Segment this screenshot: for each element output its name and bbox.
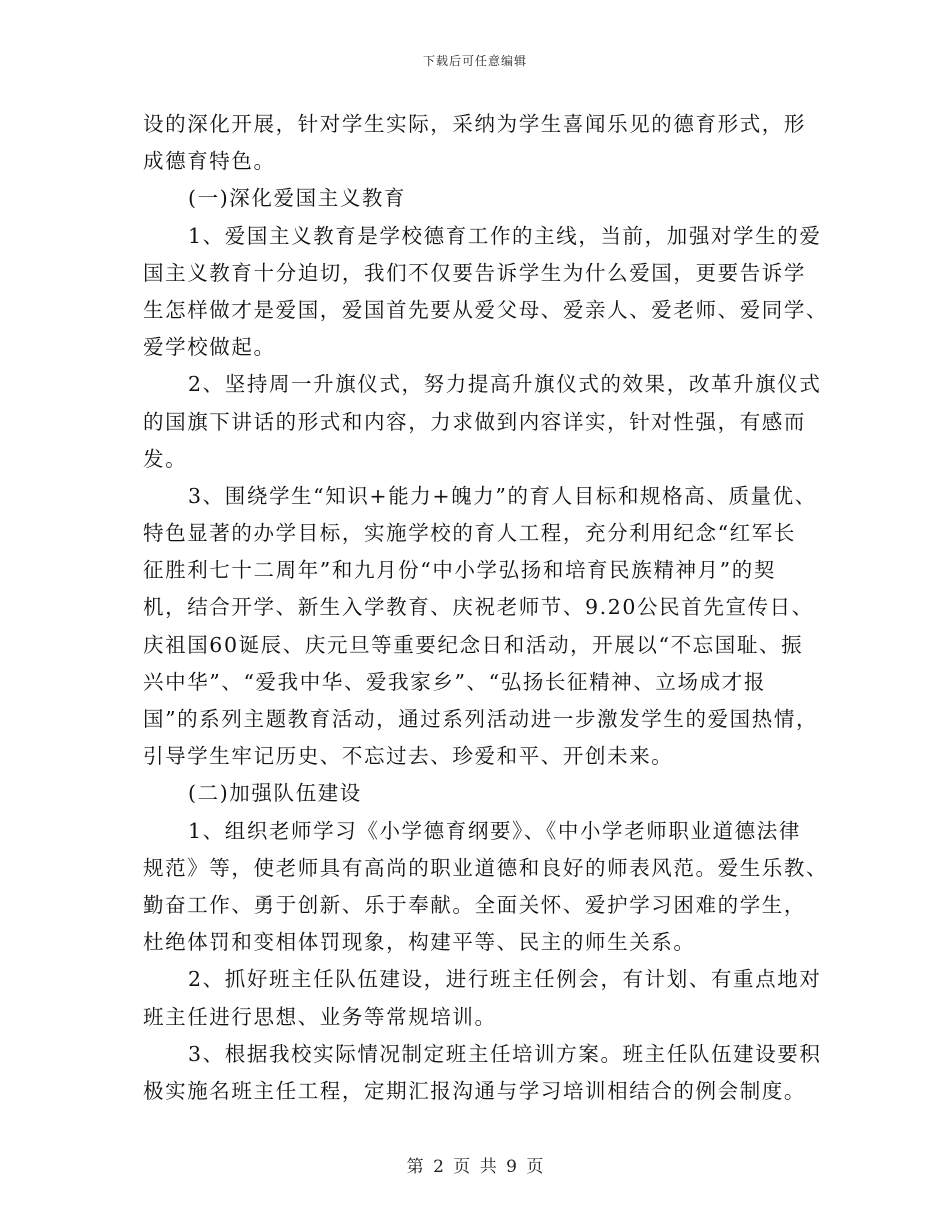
body-line: 引导学生牢记历史、不忘过去、珍爱和平、开创未来。 (143, 744, 674, 769)
body-line: 发。 (143, 446, 188, 471)
body-line: 规范》等，使老师具有高尚的职业道德和良好的师表风范。爱生乐教、 (143, 855, 829, 880)
body-line: 生怎样做才是爱国，爱国首先要从爱父母、爱亲人、爱老师、爱同学、 (143, 297, 829, 322)
body-line: 3、根据我校实际情况制定班主任培训方案。班主任队伍建设要积 (188, 1041, 822, 1066)
body-line: 国”的系列主题教育活动，通过系列活动进一步激发学生的爱国热情， (143, 707, 819, 731)
body-line: 爱学校做起。 (143, 335, 276, 360)
body-line: 1、组织老师学习《小学德育纲要》、《中小学老师职业道德法律 (188, 818, 801, 843)
body-line: 杜绝体罚和变相体罚现象，构建平等、民主的师生关系。 (143, 930, 696, 955)
body-line: 勤奋工作、勇于创新、乐于奉献。全面关怀、爱护学习困难的学生， (143, 892, 806, 917)
body-line: 1、爱国主义教育是学校德育工作的主线，当前，加强对学生的爱 (188, 223, 822, 248)
body-line: 3、围绕学生“知识+能力+魄力”的育人目标和规格高、质量优、 (188, 483, 817, 508)
body-line: 国主义教育十分迫切，我们不仅要告诉学生为什么爱国，更要告诉学 (143, 260, 806, 285)
body-line: 兴中华”、“爱我中华、爱我家乡”、“弘扬长征精神、立场成才报 (143, 669, 766, 694)
body-line: 庆祖国60诞辰、庆元旦等重要纪念日和活动，开展以“不忘国耻、振 (143, 632, 804, 657)
body-line: 班主任进行思想、业务等常规培训。 (143, 1004, 497, 1029)
body-line: 设的深化开展，针对学生实际，采纳为学生喜闻乐见的德育形式，形 (143, 112, 806, 136)
page-number: 第 2 页 共 9 页 (406, 1157, 544, 1177)
body-line: (一)深化爱国主义教育 (188, 186, 407, 211)
document-body (143, 106, 829, 1110)
body-line: 极实施名班主任工程，定期汇报沟通与学习培训相结合的例会制度。 (143, 1078, 806, 1103)
body-line: 的国旗下讲话的形式和内容，力求做到内容详实，针对性强，有感而 (143, 409, 806, 434)
body-line: 2、坚持周一升旗仪式，努力提高升旗仪式的效果，改革升旗仪式 (188, 372, 822, 397)
body-line: 成德育特色。 (143, 149, 276, 174)
body-line: 机，结合开学、新生入学教育、庆祝老师节、9.20公民首先宣传日、 (143, 595, 814, 620)
body-line: 特色显著的办学目标，实施学校的育人工程，充分利用纪念“红军长 (143, 521, 796, 546)
page-header-note: 下载后可任意编辑 (422, 54, 527, 68)
body-line: 2、抓好班主任队伍建设，进行班主任例会，有计划、有重点地对 (188, 967, 822, 992)
body-line: (二)加强队伍建设 (188, 781, 362, 806)
body-line: 征胜利七十二周年”和九月份“中小学弘扬和培育民族精神月”的契 (143, 558, 776, 583)
